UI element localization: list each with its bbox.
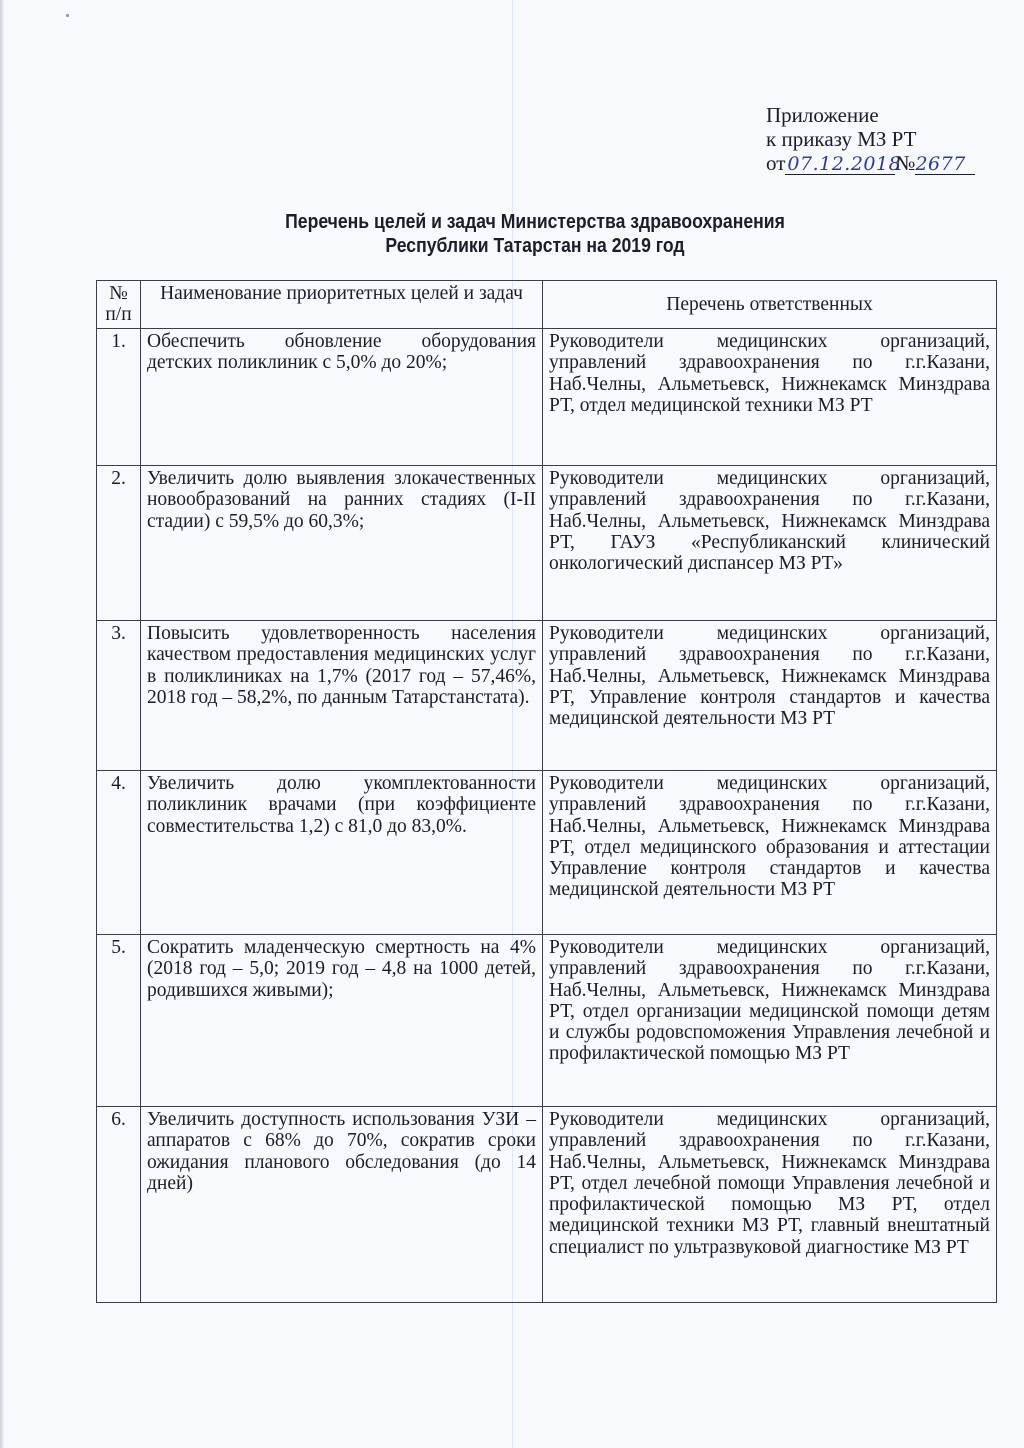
table-row	[97, 1107, 997, 1303]
appendix-line-1: Приложение	[766, 103, 879, 127]
scan-left-edge	[0, 0, 4, 1448]
row-goal: Увеличить долю укомплектованности поликлиник врачами (при коэффициенте совместительства 1,2) с 81,0 до 83,0%.	[141, 771, 543, 935]
row-responsible: Руководители медицинских организаций, управлений здравоохранения по г.г.Казани, Наб.Челны, Альметьевск, Нижнекамск Минздрава РТ, отдел медицинской техники МЗ РТ	[543, 329, 997, 466]
scan-speck	[66, 14, 69, 17]
row-goal: Увеличить доступность использования УЗИ – аппаратов с 68% до 70%, сократив сроки ожидания планового обследования (до 14 дней)	[141, 1107, 543, 1303]
row-responsible: Руководители медицинских организаций, управлений здравоохранения по г.г.Казани, Наб.Челны, Альметьевск, Нижнекамск Минздрава РТ, отдел медицинского образования и аттестации Управление контроля стандартов и качества медицинской деятельности МЗ РТ	[543, 771, 997, 935]
date-prefix: от	[766, 151, 786, 175]
header-responsible: Перечень ответственных	[543, 281, 997, 329]
row-number: 2.	[97, 466, 141, 621]
row-number: 6.	[97, 1107, 141, 1303]
row-responsible: Руководители медицинских организаций, управлений здравоохранения по г.г.Казани, Наб.Челны, Альметьевск, Нижнекамск Минздрава РТ, отдел лечебной помощи Управления лечебной и профилактической помощью МЗ РТ, отдел медицинской техники МЗ РТ, главный внештатный специалист по ультразвуковой диагностике МЗ РТ	[543, 1107, 997, 1303]
row-responsible: Руководители медицинских организаций, управлений здравоохранения по г.г.Казани, Наб.Челны, Альметьевск, Нижнекамск Минздрава РТ, Управление контроля стандартов и качества медицинской деятельности МЗ РТ	[543, 621, 997, 771]
table-row	[97, 621, 997, 771]
row-goal: Сократить младенческую смертность на 4% (2018 год – 5,0; 2019 год – 4,8 на 1000 детей, родившихся живыми);	[141, 935, 543, 1107]
handwritten-order-number: 2677	[915, 154, 975, 175]
title-line-2: Республики Татарстан на 2019 год	[385, 235, 685, 257]
row-responsible: Руководители медицинских организаций, управлений здравоохранения по г.г.Казани, Наб.Челны, Альметьевск, Нижнекамск Минздрава РТ, отдел организации медицинской помощи детям и службы родовспоможения Управления лечебной и профилактической помощью МЗ РТ	[543, 935, 997, 1107]
table-row	[97, 466, 997, 621]
appendix-line-2: к приказу МЗ РТ	[766, 127, 917, 151]
number-prefix: №	[895, 151, 916, 175]
appendix-block	[766, 103, 975, 175]
header-num: № п/п	[97, 281, 141, 329]
row-goal: Обеспечить обновление оборудования детских поликлиник с 5,0% до 20%;	[141, 329, 543, 466]
handwritten-date: 07.12.2018	[787, 153, 902, 175]
table-row	[97, 935, 997, 1107]
appendix-date-line	[766, 151, 975, 175]
row-number: 1.	[97, 329, 141, 466]
row-number: 4.	[97, 771, 141, 935]
row-responsible: Руководители медицинских организаций, управлений здравоохранения по г.г.Казани, Наб.Челны, Альметьевск, Нижнекамск Минздрава РТ, ГАУЗ «Республиканский клинический онкологический диспансер МЗ РТ»	[543, 466, 997, 621]
row-goal: Увеличить долю выявления злокачественных новообразований на ранних стадиях (I-II стадии) с 59,5% до 60,3%;	[141, 466, 543, 621]
title-line-1: Перечень целей и задач Министерства здравоохранения	[285, 211, 785, 233]
row-number: 5.	[97, 935, 141, 1107]
goals-table	[96, 280, 997, 1303]
table-header-row	[97, 281, 997, 329]
row-number: 3.	[97, 621, 141, 771]
header-goal: Наименование приоритетных целей и задач	[141, 281, 543, 329]
table-row	[97, 329, 997, 466]
document-title	[143, 210, 926, 258]
row-goal: Повысить удовлетворенность населения качеством предоставления медицинских услуг в поликлиниках на 1,7% (2017 год – 57,46%, 2018 год – 58,2%, по данным Татарстанстата).	[141, 621, 543, 771]
table-row	[97, 771, 997, 935]
